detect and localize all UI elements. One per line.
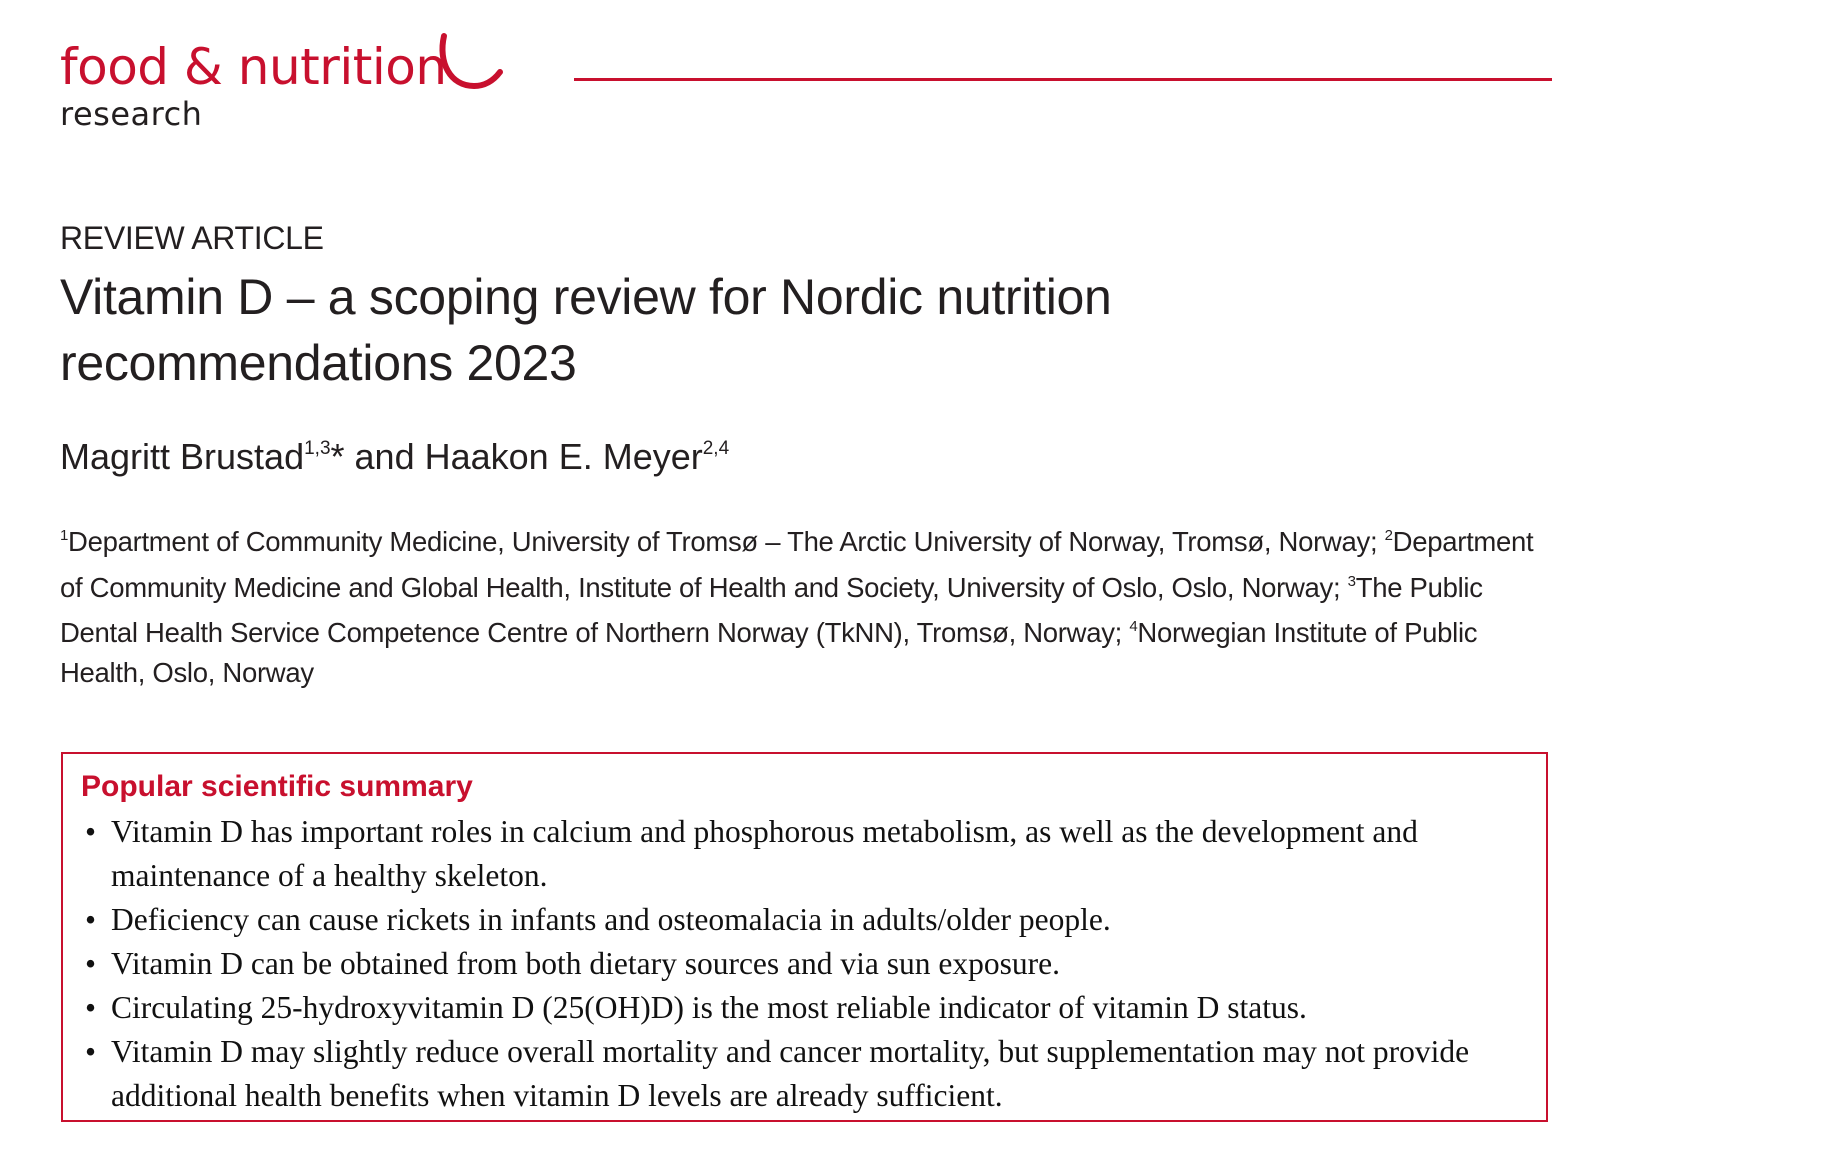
journal-logo-arc-icon	[434, 28, 506, 100]
author-conjunction: and	[344, 436, 425, 477]
affiliation-text: Department of Community Medicine, University of Tromsø – The Arctic University of Norway, Tromsø, Norway;	[68, 526, 1385, 557]
summary-item-text: Vitamin D can be obtained from both dietary sources and via sun exposure.	[111, 946, 1060, 981]
author-list	[60, 436, 729, 478]
author-affiliation-ref[interactable]: 2,4	[702, 438, 730, 459]
summary-item	[81, 1030, 1528, 1118]
summary-heading: Popular scientific summary	[81, 770, 473, 803]
journal-name-sub: research	[60, 95, 203, 133]
corresponding-author-mark: *	[330, 436, 345, 477]
affiliation-number: 4	[1129, 618, 1138, 635]
summary-item-text: Deficiency can cause rickets in infants and osteomalacia in adults/older people.	[111, 902, 1111, 937]
journal-logo[interactable]	[60, 38, 447, 133]
summary-list	[81, 810, 1528, 1118]
summary-item-text: Vitamin D may slightly reduce overall mortality and cancer mortality, but supplementation may not provide additional health benefits when vitamin D levels are already sufficient.	[111, 1034, 1470, 1113]
affiliation-number: 3	[1347, 572, 1356, 590]
bullet-icon: •	[85, 814, 97, 849]
journal-name: food & nutrition	[60, 38, 447, 96]
bullet-icon: •	[85, 1034, 97, 1069]
summary-item	[81, 986, 1528, 1030]
affiliation-number: 1	[60, 527, 69, 544]
affiliations	[60, 516, 1560, 692]
article-title: Vitamin D – a scoping review for Nordic nutrition recommendations 2023	[60, 269, 1112, 391]
affiliation-text: Department of Community Medicine and Global Health, Institute of Health and Society, University of Oslo, Oslo, Norway;	[60, 526, 1534, 603]
bullet-icon: •	[85, 902, 97, 937]
affiliation-text: The Public Dental Health Service Competence Centre of Northern Norway (TkNN), Tromsø, Norway;	[60, 571, 1483, 648]
author-name[interactable]: Magritt Brustad	[60, 436, 305, 477]
author-affiliation-ref[interactable]: 1,3	[304, 438, 331, 459]
article-type: REVIEW ARTICLE	[60, 220, 324, 256]
bullet-icon: •	[85, 946, 97, 981]
summary-item	[81, 810, 1528, 898]
summary-item	[81, 942, 1528, 986]
popular-summary-box	[61, 752, 1548, 1122]
author-name[interactable]: Haakon E. Meyer	[424, 436, 703, 477]
header-rule	[574, 78, 1552, 81]
summary-item-text: Vitamin D has important roles in calcium and phosphorous metabolism, as well as the development and maintenance of a healthy skeleton.	[111, 814, 1418, 893]
affiliation-text: Norwegian Institute of Public Health, Oslo, Norway	[60, 617, 1478, 688]
summary-item	[81, 898, 1528, 942]
summary-item-text: Circulating 25-hydroxyvitamin D (25(OH)D) is the most reliable indicator of vitamin D status.	[111, 990, 1307, 1025]
bullet-icon: •	[85, 990, 97, 1025]
affiliation-number: 2	[1384, 527, 1393, 544]
